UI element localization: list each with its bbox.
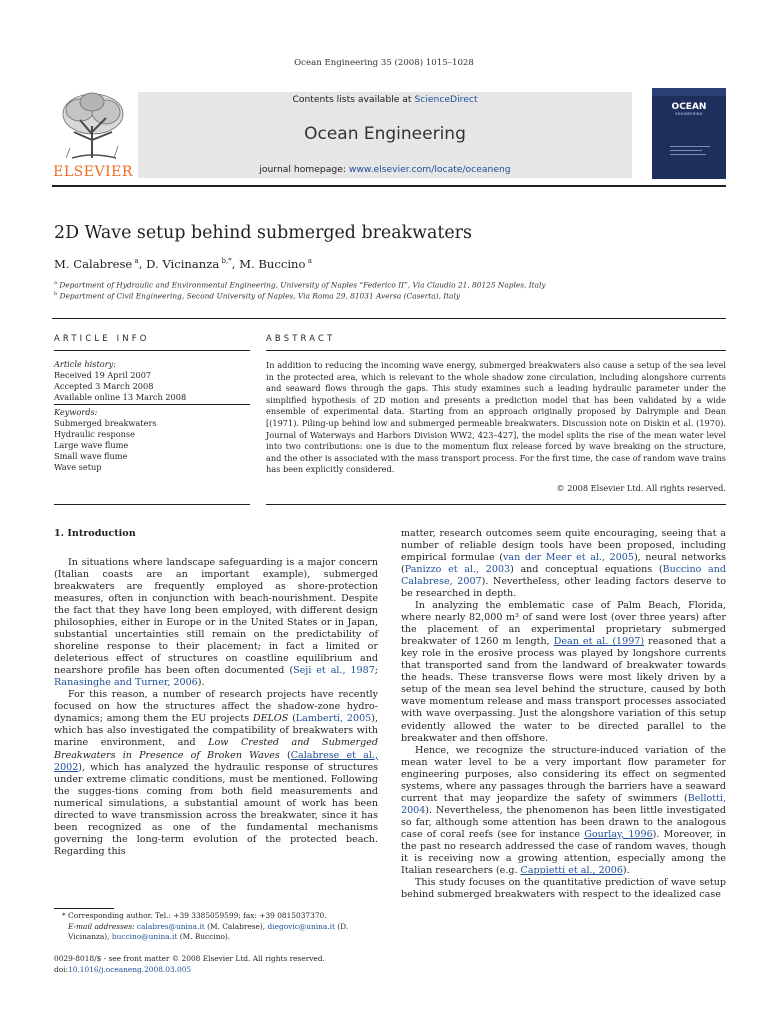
citation-link[interactable]: Panizzo et al., 2003 [404, 564, 511, 576]
text-run: (M. Calabrese), [204, 921, 268, 931]
keywords-rule [54, 404, 250, 405]
citation-link[interactable]: buccino@unina.it [111, 932, 178, 942]
contents-prefix: Contents lists available at [292, 94, 415, 105]
keyword-item: Submerged breakwaters [54, 418, 157, 429]
citation-link[interactable]: Bellotti, 2004 [401, 792, 726, 816]
author-mark: a [134, 257, 139, 266]
keywords [54, 407, 254, 474]
article-info-heading: ARTICLE INFO [54, 333, 150, 343]
text-run: ; [374, 665, 379, 677]
text-run: ), which has also investigated the compatibility of breakwaters with marine environment, and [54, 713, 378, 749]
history-item: Available online 13 March 2008 [54, 392, 187, 403]
citation-link[interactable]: Buccino and Calabrese, 2007 [401, 564, 726, 588]
keyword-item: Small wave flume [54, 451, 128, 462]
article-info-rule [54, 350, 250, 351]
body-paragraph [401, 528, 726, 600]
affiliation-text: Department of Civil Engineering, Second University of Naples, Via Roma 29, 81031 Aversa (Caserta), Italy [59, 291, 461, 301]
text-run: reasoned that a key role in the erosive process was played by longshore currents that transported sand from the landward of breakwater towards the heads. These transverse flows were most likely driven by a setup of the mean sea level behind the structure, caused by both wave momentum release and mass transport processes associated with wave overpassing. Just the alongshore variation of this setup evidently allowed the water to be directed parallel to the breakwater and then offshore. [401, 636, 726, 744]
tree-icon [52, 88, 134, 164]
affiliation-mark: a [54, 280, 57, 286]
footnote [54, 911, 378, 943]
body-paragraph [401, 877, 726, 901]
keyword-item: Wave setup [54, 462, 102, 473]
text-run: ), neural networks ( [401, 552, 727, 576]
affiliation-text: Department of Hydraulic and Environmental Engineering, University of Naples “Federico II”, Via Claudio 21, 80125 Naples, Italy [59, 280, 546, 290]
email-label: E-mail addresses: [68, 921, 135, 931]
journal-banner [138, 92, 632, 178]
citation-link[interactable]: Calabrese et al., 2002 [54, 749, 378, 773]
homepage-prefix: journal homepage: [259, 164, 349, 175]
text-run: (M. Buccino). [177, 932, 231, 942]
affiliation-mark: b [54, 291, 58, 297]
email-addresses [54, 922, 378, 943]
section-heading: 1. Introduction [54, 528, 136, 539]
italic-text: DELOS [252, 713, 289, 725]
journal-citation: Ocean Engineering 35 (2008) 1015–1028 [294, 58, 474, 68]
journal-cover[interactable] [652, 88, 726, 179]
doi-link[interactable]: 10.1016/j.oceaneng.2008.03.005 [68, 964, 192, 974]
publisher-name: ELSEVIER [53, 164, 133, 180]
header-rule [52, 185, 726, 187]
text-run: (D. Vicinanza), [68, 921, 349, 942]
author-mark: a [307, 257, 312, 266]
text-run: ). [197, 677, 205, 689]
article-info-bottom-rule [54, 504, 250, 505]
keywords-label: Keywords: [54, 407, 98, 417]
body-column-left [54, 557, 378, 858]
footnote-rule [54, 908, 114, 909]
corresponding-author: * Corresponding author. Tel.: +39 3385059599; fax: +39 0815037370. [62, 911, 327, 920]
cover-text-line [670, 154, 706, 155]
body-paragraph [54, 557, 378, 689]
history-label: Article history: [54, 359, 116, 369]
citation-link[interactable]: calabres@unina.it [136, 921, 205, 931]
author-name[interactable]: M. Buccino [239, 257, 306, 271]
article-title: 2D Wave setup behind submerged breakwaters [54, 223, 472, 243]
cover-text-line [670, 150, 702, 151]
homepage-line [138, 164, 632, 175]
cover-text-line [670, 146, 710, 147]
elsevier-logo[interactable] [52, 88, 134, 180]
citation-link[interactable]: Ranasinghe and Turner, 2006 [54, 677, 198, 689]
italic-text: Low Crested and Submerged Breakwaters in Presence of Broken Waves [54, 737, 378, 761]
author-list: M. Calabrese $^a$, D. Vicinanza $^{b,*}$, M. Buccino $^a$ [54, 257, 312, 271]
text-run: matter, research outcomes seem quite encouraging, seeing that a number of reliable design tools have been proposed, including empirical formulae ( [401, 528, 726, 564]
affiliation [54, 291, 460, 300]
front-matter-note [54, 954, 414, 975]
text-run: ). Moreover, in the past no research addressed the case of random waves, though it is receiving now a growing attention, especially among the Italian researchers (e.g. [401, 828, 727, 876]
citation-link[interactable]: van der Meer et al., 2005 [503, 552, 634, 564]
issn-line: 0029-8018/$ - see front matter © 2008 Elsevier Ltd. All rights reserved. [54, 954, 325, 963]
cover-stripe [652, 88, 726, 96]
text-run: ), which has analyzed the hydraulic response of structures under extreme climatic conditions, must be mentioned. Following the sugges-tions coming from both field measurements and numerical simulations, a substantial amount of work has been directed to wave transmission across the breakwater, since it has been recognized as one of the fundamental mechanisms governing the long-term evolution of the protected beach. Regarding this [54, 761, 378, 857]
history-item: Accepted 3 March 2008 [54, 381, 154, 392]
body-paragraph [401, 745, 726, 877]
cover-subtitle: ENGINEERING [675, 112, 703, 116]
article-history [54, 359, 254, 403]
citation-link[interactable]: Gourlay, 1996 [584, 828, 653, 840]
text-run: Hence, we recognize the structure-induced variation of the mean water level to be a very important flow parameter for engineering purposes, also considering its effect on segmented systems, where any passages through the barriers have a seaward current that may jeopardize the safety of swimmers ( [401, 744, 726, 804]
abstract-heading: ABSTRACT [266, 333, 336, 343]
section-rule [52, 318, 726, 319]
author-name[interactable]: M. Calabrese [54, 257, 133, 271]
abstract-bottom-rule [266, 504, 726, 505]
text-run: ). Nevertheless, other leading factors deserve to be researched in depth. [401, 576, 726, 600]
text-run: For this reason, a number of research projects have recently focused on how the structures affect the shadow-zone hydro-dynamics; among them the EU projects [54, 689, 378, 725]
keyword-item: Hydraulic response [54, 429, 135, 440]
history-item: Received 19 April 2007 [54, 370, 152, 381]
citation-link[interactable]: Dean et al. (1997) [553, 636, 645, 648]
affiliation [54, 280, 546, 289]
body-paragraph [54, 689, 378, 857]
citation-link[interactable]: Seji et al., 1987 [293, 665, 375, 677]
text-run: ( [279, 749, 291, 761]
text-run: ) and conceptual equations ( [510, 564, 663, 576]
text-run: ( [288, 713, 296, 725]
body-column-right [401, 528, 726, 901]
text-run: ). [622, 864, 630, 876]
text-run: In analyzing the emblematic case of Palm Beach, Florida, where nearly 82,000 m³ of sand were lost (over three years) after the placement of an experimental proprietary submerged breakwater of 1260 m length, [401, 600, 726, 648]
text-run: In situations where landscape safeguarding is a major concern (Italian coasts are an important example), submerged breakwaters are frequently employed as shore-protection measures, often in conjunction with beach-nourishment. Despite the fact that they have long been employed, with different design philosophies, either in Europe or in the United States or in Japan, substantial uncertainties still remain on the predictability of shoreline response to their placement; in fact a limited or deleterious effect of structures on coastline equilibrium and nearshore profile has been often documented ( [54, 557, 378, 677]
citation-link[interactable]: diegovic@unina.it [267, 921, 335, 931]
doi-prefix: doi: [54, 964, 69, 974]
contents-line [138, 94, 632, 105]
keyword-item: Large wave flume [54, 440, 129, 451]
sciencedirect-link[interactable]: ScienceDirect [414, 94, 478, 105]
author-mark: b,* [221, 257, 232, 266]
doi-line [54, 965, 414, 976]
citation-link[interactable]: Cappietti et al., 2006 [520, 864, 623, 876]
text-run: This study focuses on the quantitative prediction of wave setup behind submerged breakwaters with respect to the idealized case [401, 876, 726, 900]
abstract-copyright: © 2008 Elsevier Ltd. All rights reserved. [556, 483, 726, 493]
abstract-rule [266, 350, 726, 351]
body-paragraph [401, 600, 726, 744]
author-name[interactable]: D. Vicinanza [146, 257, 220, 271]
journal-title: Ocean Engineering [304, 124, 466, 144]
text-run: ). Nevertheless, the phenomenon has been little investigated so far, although some attention has been drawn to the analogous case of coral reefs (see for instance [401, 804, 726, 840]
abstract-text: In addition to reducing the incoming wave energy, submerged breakwaters also cause a setup of the sea level in the protected area, which is relevant to the whole shadow zone circulation, including alongshore currents and seaward flows through the gaps. This study examines such a leading hydraulic parameter under the simplified hypothesis of 2D motion and presents a prediction model that has been validated by a wide ensemble of experimental data. Starting from an approach originally proposed by Dalrymple and Dean [(1971). Piling-up behind low and submerged permeable breakwaters. Discussion note on Diskin et al. (1970). Journal of Waterways and Harbors Division WW2, 423–427], the model splits the rise of the mean water level into two contributions: one is due to the momentum flux release forced by wave breaking on the structure, and the other is associated with the mass transport process. For the first time, the case of random wave trains has been explicitly considered. [266, 360, 726, 475]
cover-title: OCEAN [671, 102, 707, 112]
homepage-link[interactable]: www.elsevier.com/locate/oceaneng [348, 164, 511, 175]
citation-link[interactable]: Lamberti, 2005 [295, 713, 372, 725]
